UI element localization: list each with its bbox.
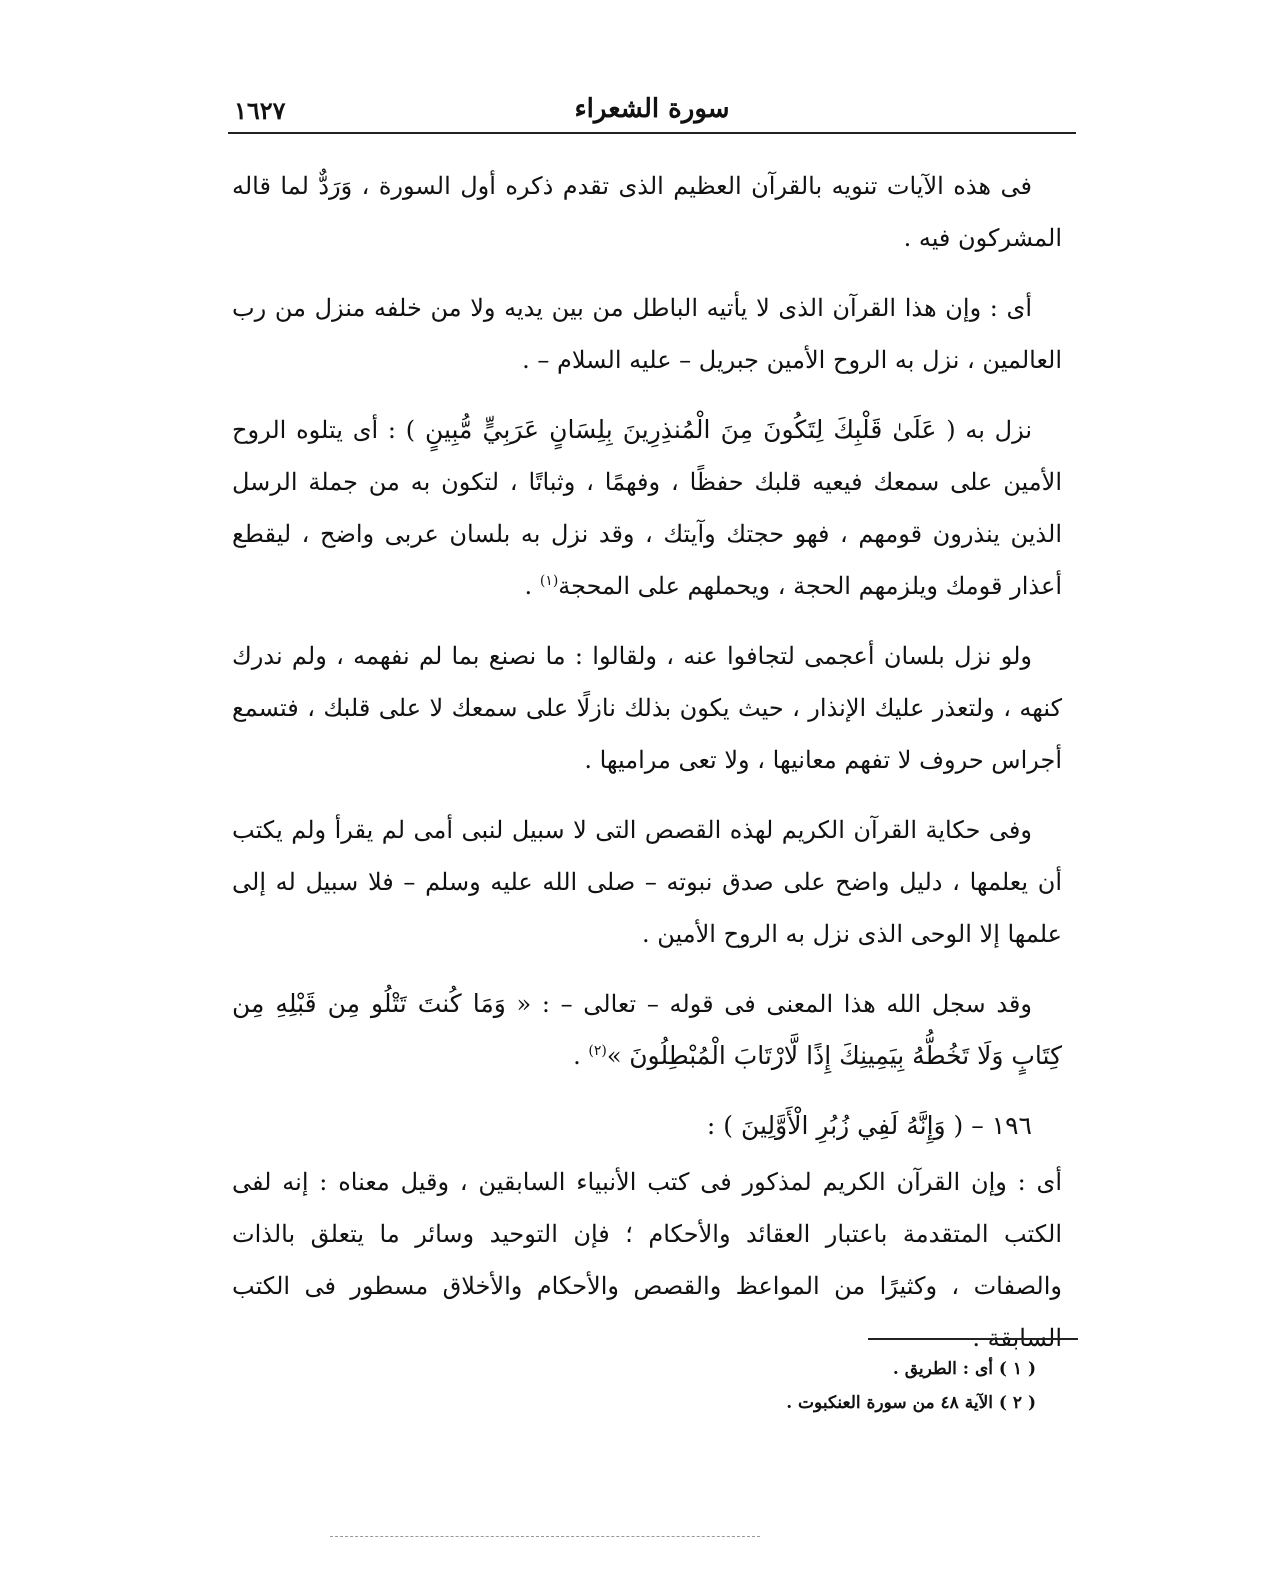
footnote-mark: (١) xyxy=(539,573,559,589)
paragraph-suffix: » xyxy=(606,1042,622,1070)
verse-heading-end: : xyxy=(706,1111,716,1140)
quran-quote: عَلَىٰ قَلْبِكَ لِتَكُونَ مِنَ الْمُنذِرِينَ بِلِسَانٍ عَرَبِيٍّ مُّبِينٍ xyxy=(424,415,937,444)
footnote: ( ٢ ) الآية ٤٨ من سورة العنكبوت . xyxy=(786,1393,1036,1413)
quran-quote: وَمَا كُنتَ تَتْلُو مِن قَبْلِهِ مِن كِتَابٍ وَلَا تَخُطُّهُ بِيَمِينِكَ إِذًا لَّارْتَابَ الْمُبْطِلُونَ xyxy=(232,989,1062,1070)
paragraph-end: . xyxy=(524,572,540,600)
verse-heading xyxy=(232,1100,1062,1152)
running-title: سورة الشعراء xyxy=(574,94,730,124)
footnotes xyxy=(600,1352,1036,1420)
page-header xyxy=(228,92,1076,134)
paragraph: أى : وإن هذا القرآن الذى لا يأتيه الباطل من بين يديه ولا من خلفه منزل من رب العالمين ، نزل به الروح الأمين جبريل – عليه السلام – . xyxy=(232,294,1062,374)
paragraph: فى هذه الآيات تنويه بالقرآن العظيم الذى تقدم ذكره أول السورة ، وَرَدٌّ لما قاله المشركون فيه . xyxy=(232,172,1062,252)
bottom-scan-line xyxy=(330,1536,760,1537)
verse-number: ١٩٦ – xyxy=(971,1111,1032,1140)
paragraph-end: . xyxy=(573,1042,589,1070)
paragraph: أى : وإن القرآن الكريم لمذكور فى كتب الأنبياء السابقين ، وقيل معناه : إنه لفى الكتب المتقدمة باعتبار العقائد والأحكام ؛ فإن التوحيد وسائر ما يتعلق بالذات والصفات ، وكثيرًا من المواعظ والقصص والأحكام والأخلاق مسطور فى الكتب السابقة . xyxy=(232,1168,1062,1352)
page-number: ١٦٢٧ xyxy=(234,96,286,125)
paragraph-suffix: ) : أى يتلوه الروح الأمين على سمعك فيعيه قلبك حفظًا ، وفهمًا ، وثباتًا ، لتكون به من جملة الرسل الذين ينذرون قومهم ، فهو حجتك وآيتك ، وقد نزل به بلسان عربى واضح ، ليقطع أعذار قومك ويلزمهم الحجة ، ويحملهم على المحجة xyxy=(232,416,1062,600)
footnote-divider xyxy=(868,1338,1078,1340)
paragraph: وفى حكاية القرآن الكريم لهذه القصص التى لا سبيل لنبى أمى لم يقرأ ولم يكتب أن يعلمها ، دليل واضح على صدق نبوته – صلى الله عليه وسلم – فلا سبيل له إلى علمها إلا الوحى الذى نزل به الروح الأمين . xyxy=(232,816,1062,948)
paragraph-prefix: وقد سجل الله هذا المعنى فى قوله – تعالى – : « xyxy=(516,990,1032,1018)
paragraph xyxy=(232,404,1062,612)
paragraph xyxy=(232,978,1062,1082)
footnote: ( ١ ) أى : الطريق . xyxy=(892,1359,1036,1379)
paragraph-prefix: نزل به ( xyxy=(946,416,1033,444)
paragraph: ولو نزل بلسان أعجمى لتجافوا عنه ، ولقالوا : ما نصنع بما لم نفهمه ، ولم ندرك كنهه ، ولتعذر عليك الإنذار ، حيث يكون بذلك نازلًا على سمعك لا على قلبك ، فتسمع أجراس حروف لا تفهم معانيها ، ولا تعى مراميها . xyxy=(232,642,1062,774)
page-body xyxy=(232,160,1062,1382)
verse-quote: ( وَإِنَّهُ لَفِي زُبُرِ الْأَوَّلِينَ ) xyxy=(723,1111,964,1140)
footnote-mark: (٢) xyxy=(588,1043,607,1059)
